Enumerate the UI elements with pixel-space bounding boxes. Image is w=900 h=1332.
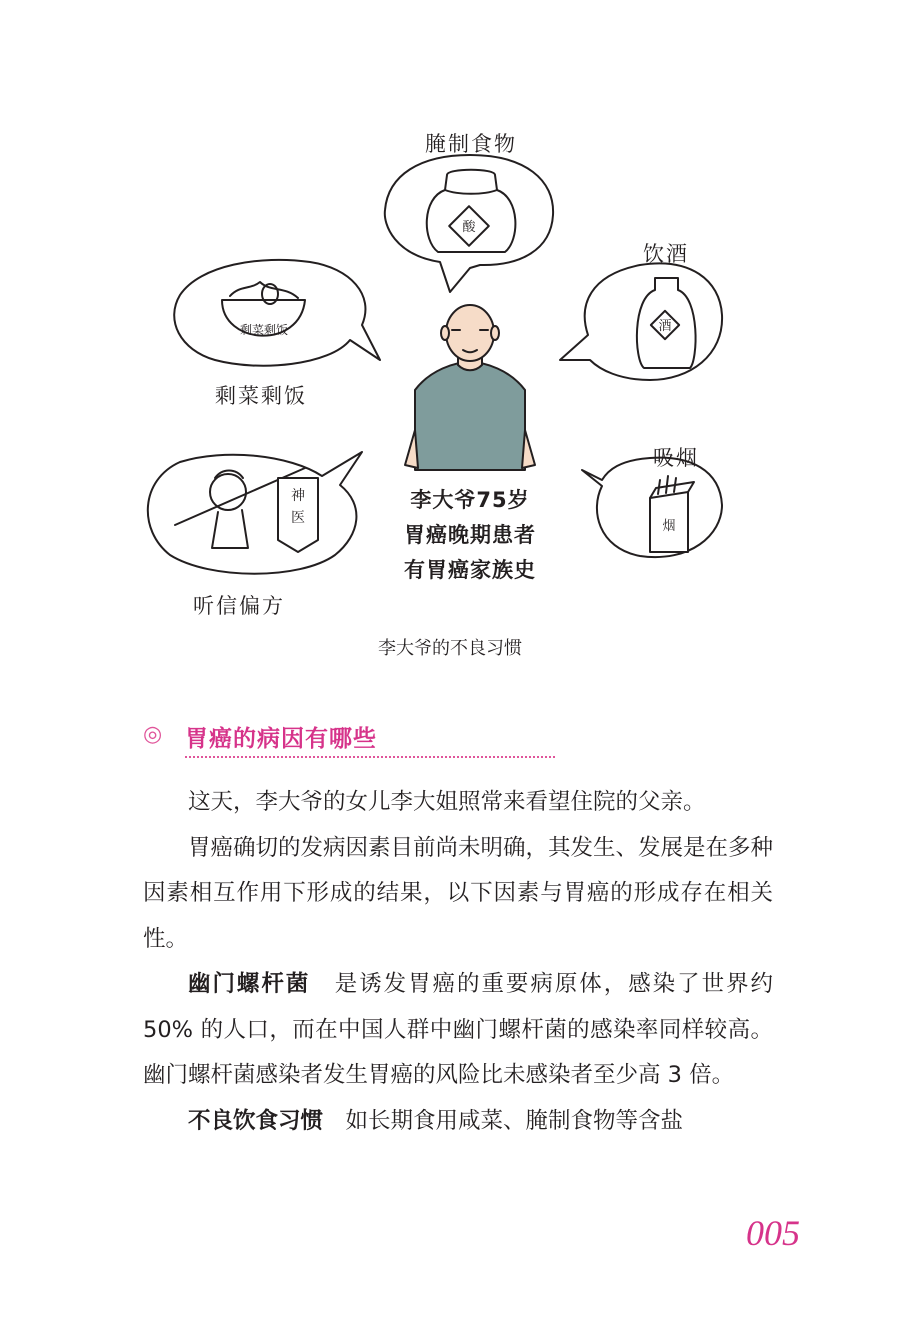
jar-label: 酸 xyxy=(462,220,476,235)
label-leftovers: 剩菜剩饭 xyxy=(215,384,307,408)
label-pickled-food: 腌制食物 xyxy=(425,132,517,156)
paragraph xyxy=(143,780,773,826)
bubble-smoking xyxy=(582,458,722,557)
figure-caption: 李大爷的不良习惯 xyxy=(378,638,522,659)
patient-family-history: 有胃癌家族史 xyxy=(404,558,536,582)
term-bad-diet: 不良饮食习惯 xyxy=(188,1107,324,1134)
body-text xyxy=(143,780,773,1144)
paragraph xyxy=(143,826,773,963)
patient-figure xyxy=(405,305,535,470)
label-smoking: 吸烟 xyxy=(653,446,699,470)
section-underline xyxy=(185,756,555,758)
bowl-label: 剩菜剩饭 xyxy=(239,323,289,337)
paragraph-text: 胃癌确切的发病因素目前尚未明确，其发生、发展是在多种因素相互作用下形成的结果，以下因素与胃癌的形成存在相关性。 xyxy=(143,834,774,952)
cigarette-label: 烟 xyxy=(662,519,676,534)
patient-diagnosis: 胃癌晚期患者 xyxy=(404,523,536,547)
section-marker-icon: ◎ xyxy=(143,722,163,747)
label-folk-remedy: 听信偏方 xyxy=(193,594,285,618)
bubble-alcohol xyxy=(560,263,722,380)
patient-age: 李大爷75岁 xyxy=(410,488,530,512)
paragraph-text: 这天，李大爷的女儿李大姐照常来看望住院的父亲。 xyxy=(188,789,706,815)
paragraph-text: 如长期食用咸菜、腌制食物等含盐 xyxy=(323,1107,684,1134)
paragraph xyxy=(143,1099,773,1145)
page-number: 005 xyxy=(746,1213,800,1253)
section-heading xyxy=(143,720,433,760)
term-helicobacter: 幽门螺杆菌 xyxy=(188,971,311,997)
label-alcohol: 饮酒 xyxy=(643,242,689,266)
section-title: 胃癌的病因有哪些 xyxy=(185,726,377,752)
bubble-leftovers xyxy=(174,260,380,366)
banner-label-2: 医 xyxy=(291,510,305,526)
bottle-label: 酒 xyxy=(658,319,672,334)
bubble-folk-remedy xyxy=(148,452,362,574)
patient-info xyxy=(370,483,570,588)
banner-label-1: 神 xyxy=(291,488,305,504)
paragraph-text: 是诱发胃癌的重要病原体，感染了世界约 50% 的人口，而在中国人群中幽门螺杆菌的感染率同样较高。幽门螺杆菌感染者发生胃癌的风险比未感染者至少高 3 倍。 xyxy=(143,971,773,1088)
paragraph xyxy=(143,962,773,1099)
